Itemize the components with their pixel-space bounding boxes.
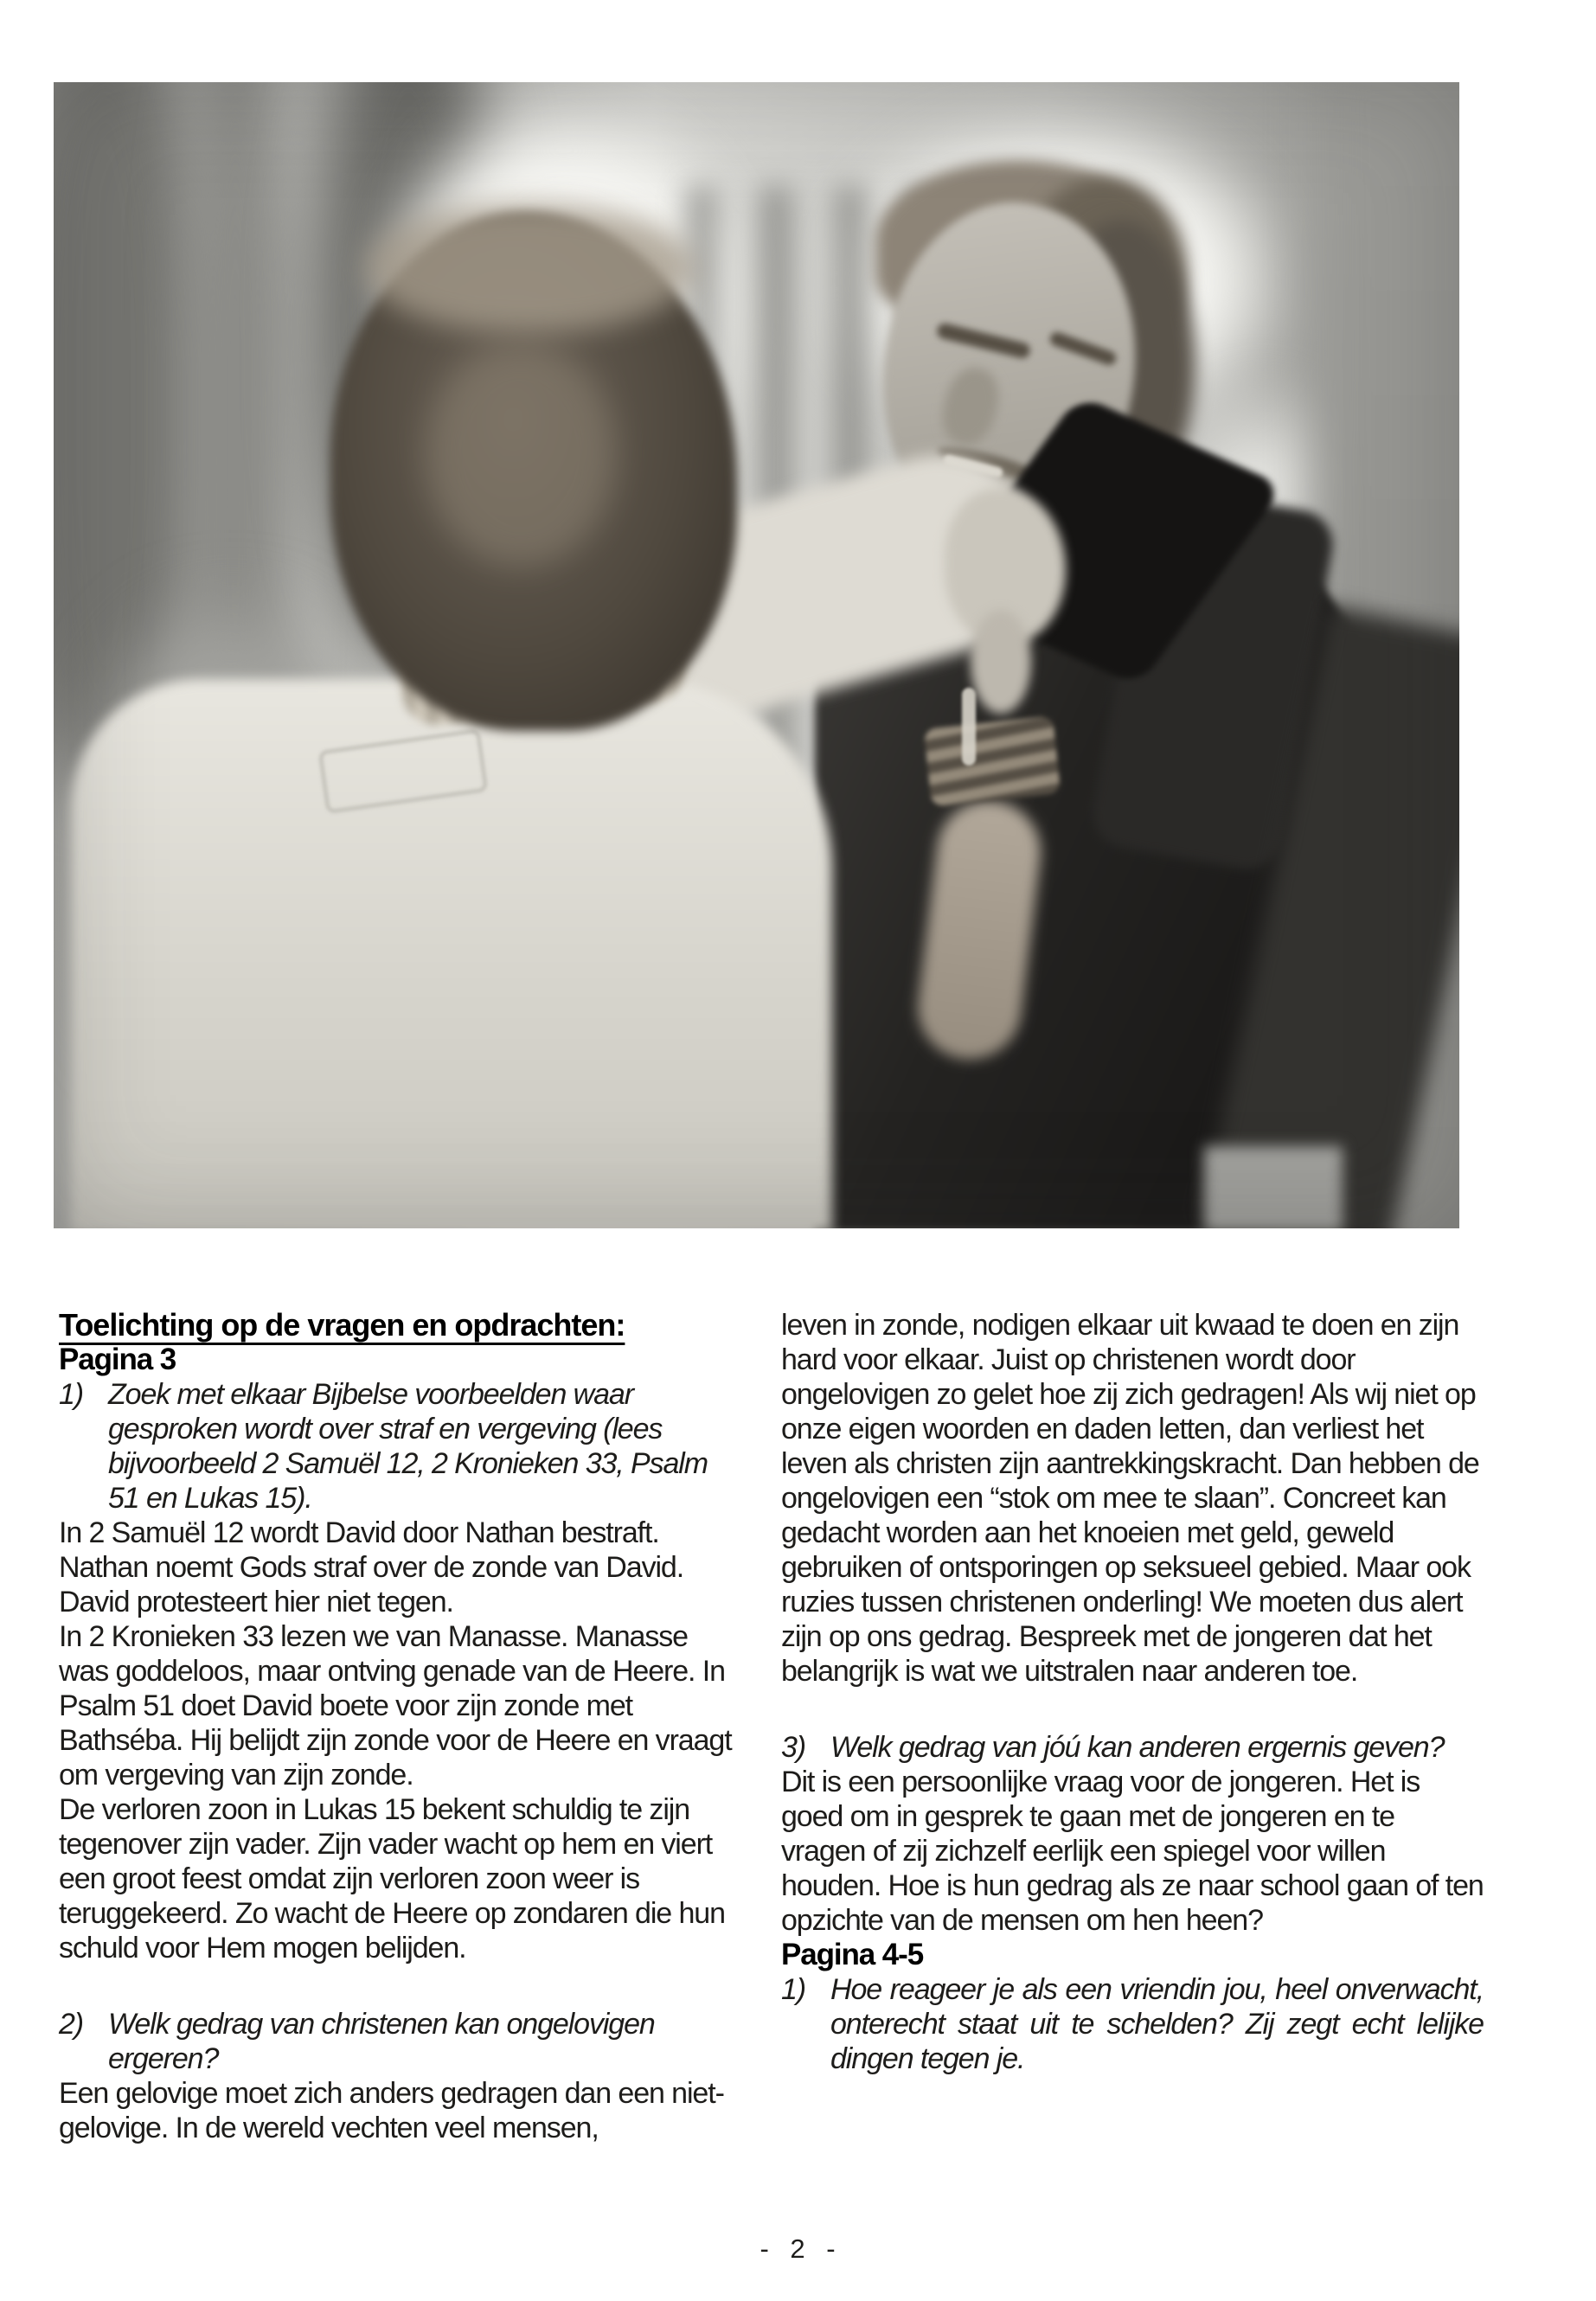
section-title-pagina-4-5: Pagina 4-5 <box>781 1938 924 1971</box>
question-text: Hoe reageer je als een vriendin jou, heel onverwacht, onterecht staat uit te schelden? Zij zegt echt lelijke dingen tegen je. <box>830 1973 1484 2075</box>
column-left <box>59 1308 744 2145</box>
question-number: 2) <box>59 2008 84 2041</box>
paragraph-persoonlijke-vraag: Dit is een persoonlijke vraag voor de jongeren. Het is goed om in gesprek te gaan met de jongeren en te vragen of zij zichzelf eerlijk een spiegel voor willen houden. Hoe is hun gedrag als ze naar school gaan of ten opzichte van de mensen om hen heen? <box>781 1766 1484 1937</box>
question-text: Welk gedrag van christenen kan ongelovigen ergeren? <box>108 2008 655 2075</box>
question-item-3 <box>781 1730 1484 1765</box>
paragraph-kronieken: In 2 Kronieken 33 lezen we van Manasse. Manasse was goddeloos, maar ontving genade van de Heere. In Psalm 51 doet David boete voor zijn zonde met Bathséba. Hij belijdt zijn zonde voor de Heere en vraagt om vergeving van zijn zonde. <box>59 1620 732 1791</box>
section-title-pagina-3: Pagina 3 <box>59 1343 176 1376</box>
question-item-4 <box>781 1972 1484 2076</box>
question-text: Welk gedrag van jóú kan anderen ergernis geven? <box>830 1731 1445 1764</box>
paragraph-samuel: In 2 Samuël 12 wordt David door Nathan bestraft. Nathan noemt Gods straf over de zonde van David. David protesteert hier niet tegen. <box>59 1516 684 1618</box>
photo-vignette <box>54 82 1459 1228</box>
header-photo <box>54 82 1459 1228</box>
page-title: Toelichting op de vragen en opdrachten: <box>59 1307 625 1343</box>
paragraph-gelovige: Een gelovige moet zich anders gedragen dan een niet-gelovige. In de wereld vechten veel mensen, <box>59 2077 724 2144</box>
paragraph-verloren-zoon: De verloren zoon in Lukas 15 bekent schuldig te zijn tegenover zijn vader. Zijn vader wacht op hem en viert een groot feest omdat zijn verloren zoon weer is teruggekeerd. Zo wacht de Heere op zondaren die hun schuld voor Hem mogen belijden. <box>59 1793 725 1965</box>
question-text: Zoek met elkaar Bijbelse voorbeelden waar gesproken wordt over straf en vergeving (lees bijvoorbeeld 2 Samuël 12, 2 Kronieken 33, Psalm 51 en Lukas 15). <box>108 1378 708 1515</box>
question-number: 1) <box>59 1378 84 1411</box>
question-item-1 <box>59 1377 744 1516</box>
question-number: 1) <box>781 1973 806 2006</box>
question-item-2 <box>59 2007 744 2076</box>
page-footer <box>0 2234 1596 2265</box>
column-right <box>781 1308 1484 2076</box>
question-number: 3) <box>781 1731 806 1764</box>
page-number: - 2 - <box>760 2234 836 2264</box>
paragraph-leven-in-zonde: leven in zonde, nodigen elkaar uit kwaad te doen en zijn hard voor elkaar. Juist op christenen wordt door ongelovigen zo gelet hoe zij zich gedragen! Als wij niet op onze eigen woorden en daden letten, dan verliest het leven als christen zijn aantrekkingskracht. Dan hebben de ongelovigen een “stok om mee te slaan”. Concreet kan gedacht worden aan het knoeien met geld, geweld gebruiken of ontsporingen op seksueel gebied. Maar ook ruzies tussen christenen onderling! We moeten dus alert zijn op ons gedrag. Bespreek met de jongeren dat het belangrijk is wat we uitstralen naar anderen toe. <box>781 1309 1479 1688</box>
